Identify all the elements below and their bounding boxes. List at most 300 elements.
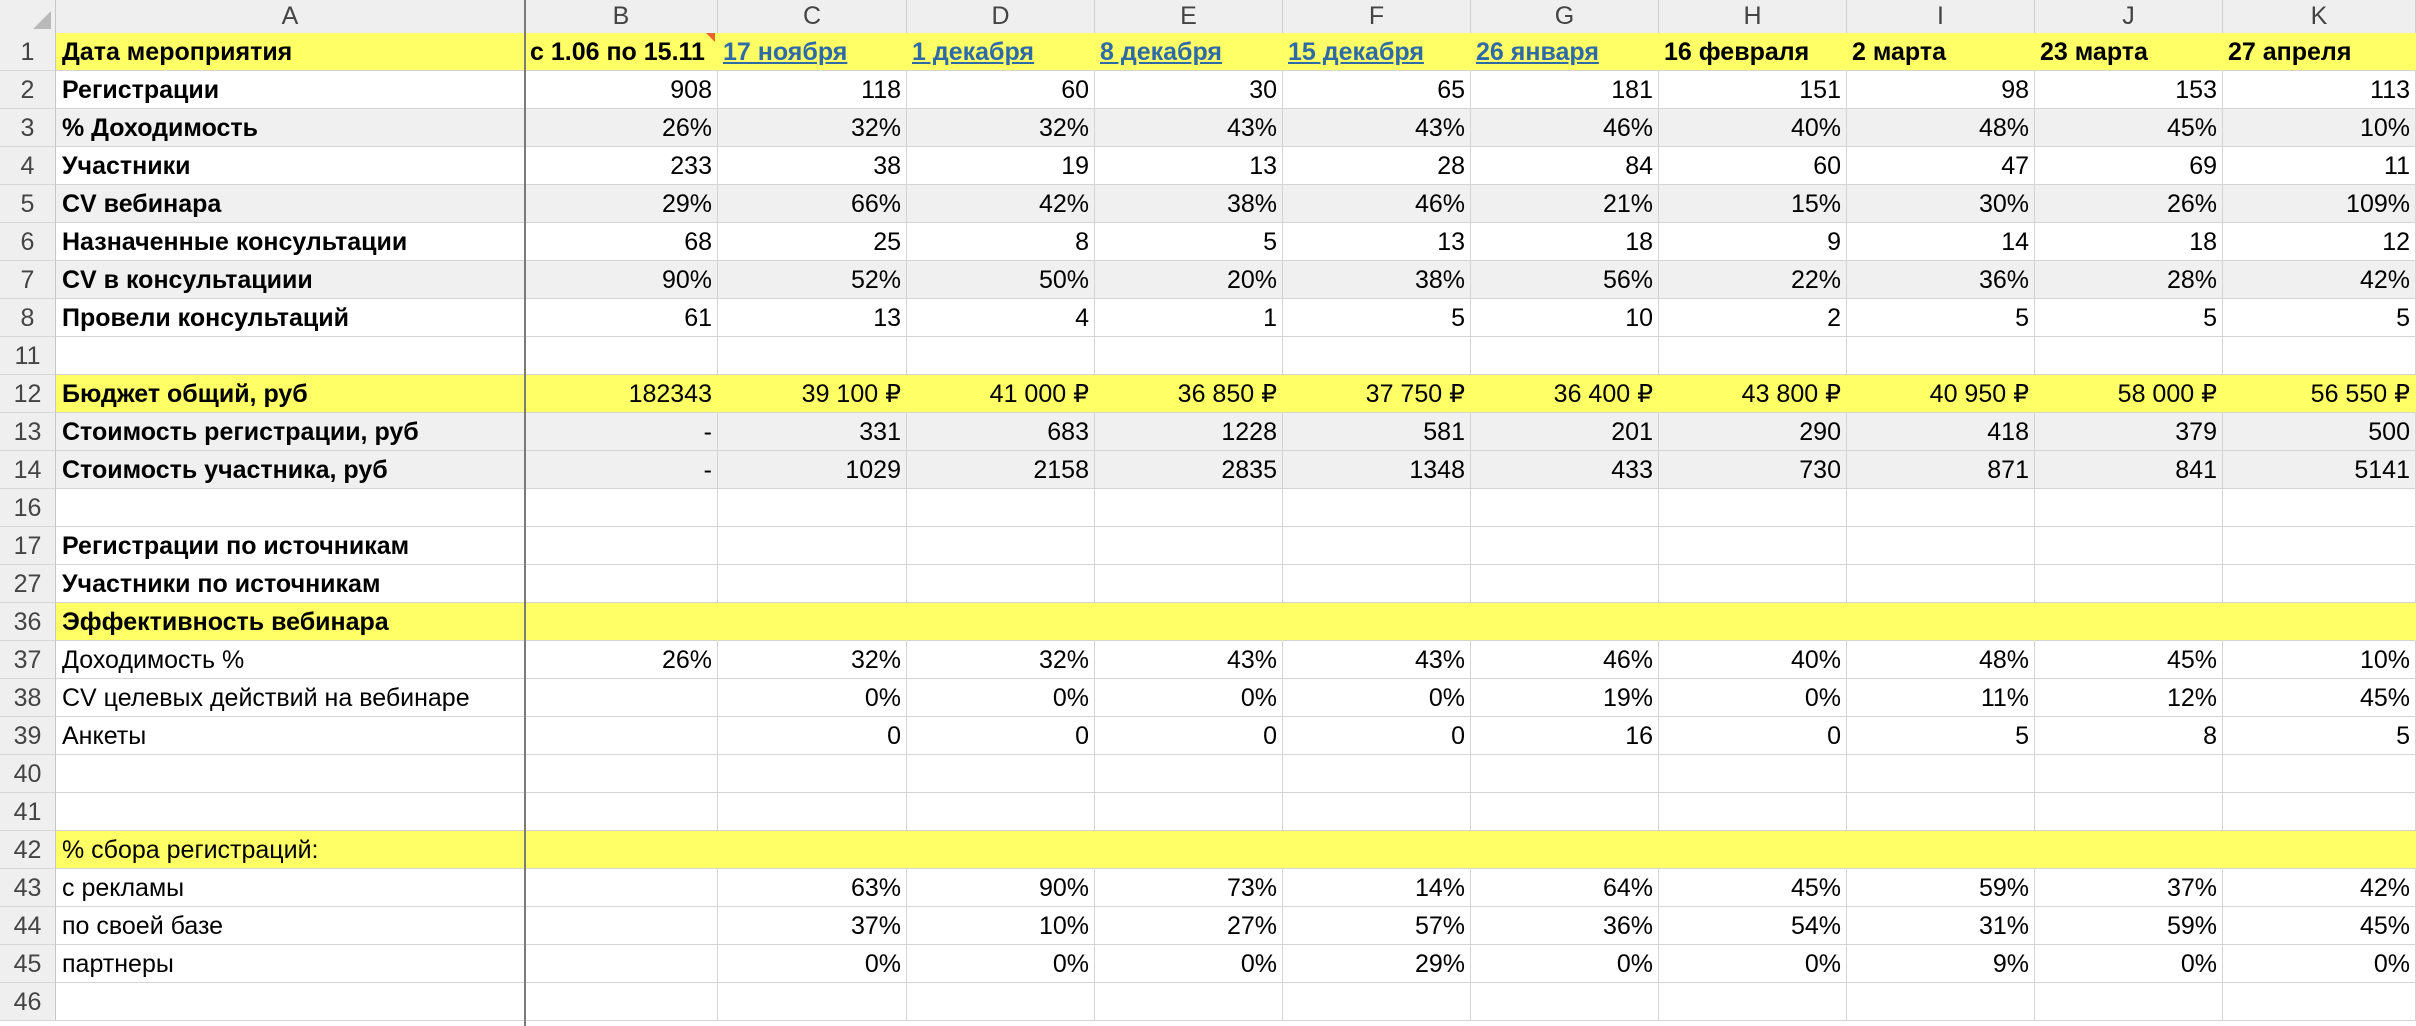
- cell-h38[interactable]: 0%: [1659, 679, 1847, 717]
- cell-d11[interactable]: [907, 337, 1095, 375]
- cell-j1[interactable]: 23 марта: [2035, 33, 2223, 71]
- cell-h3[interactable]: 40%: [1659, 109, 1847, 147]
- cell-h4[interactable]: 60: [1659, 147, 1847, 185]
- cell-g14[interactable]: 433: [1471, 451, 1659, 489]
- cell-b16[interactable]: [525, 489, 718, 527]
- cell-f5[interactable]: 46%: [1283, 185, 1471, 223]
- row-header[interactable]: 17: [0, 527, 56, 565]
- cell-f45[interactable]: 29%: [1283, 945, 1471, 983]
- cell-h2[interactable]: 151: [1659, 71, 1847, 109]
- cell-c11[interactable]: [718, 337, 907, 375]
- cell-f44[interactable]: 57%: [1283, 907, 1471, 945]
- cell-i41[interactable]: [1847, 793, 2035, 831]
- cell-a43[interactable]: с рекламы: [56, 869, 525, 907]
- cell-g8[interactable]: 10: [1471, 299, 1659, 337]
- cell-d1[interactable]: 1 декабря: [907, 33, 1095, 71]
- cell-k2[interactable]: 113: [2223, 71, 2416, 109]
- cell-k37[interactable]: 10%: [2223, 641, 2416, 679]
- cell-d39[interactable]: 0: [907, 717, 1095, 755]
- cell-i46[interactable]: [1847, 983, 2035, 1021]
- cell-k45[interactable]: 0%: [2223, 945, 2416, 983]
- cell-b37[interactable]: 26%: [525, 641, 718, 679]
- cell-k46[interactable]: [2223, 983, 2416, 1021]
- cell-d3[interactable]: 32%: [907, 109, 1095, 147]
- cell-c13[interactable]: 331: [718, 413, 907, 451]
- cell-i36[interactable]: [1847, 603, 2035, 641]
- cell-e39[interactable]: 0: [1095, 717, 1283, 755]
- cell-i44[interactable]: 31%: [1847, 907, 2035, 945]
- cell-j2[interactable]: 153: [2035, 71, 2223, 109]
- cell-k1[interactable]: 27 апреля: [2223, 33, 2416, 71]
- cell-d37[interactable]: 32%: [907, 641, 1095, 679]
- cell-f37[interactable]: 43%: [1283, 641, 1471, 679]
- cell-c45[interactable]: 0%: [718, 945, 907, 983]
- cell-k41[interactable]: [2223, 793, 2416, 831]
- row-header[interactable]: 46: [0, 983, 56, 1021]
- cell-b46[interactable]: [525, 983, 718, 1021]
- cell-j46[interactable]: [2035, 983, 2223, 1021]
- cell-f2[interactable]: 65: [1283, 71, 1471, 109]
- cell-i27[interactable]: [1847, 565, 2035, 603]
- cell-k11[interactable]: [2223, 337, 2416, 375]
- cell-d38[interactable]: 0%: [907, 679, 1095, 717]
- cell-j7[interactable]: 28%: [2035, 261, 2223, 299]
- cell-a7[interactable]: CV в консультациии: [56, 261, 525, 299]
- cell-b5[interactable]: 29%: [525, 185, 718, 223]
- cell-j40[interactable]: [2035, 755, 2223, 793]
- cell-g4[interactable]: 84: [1471, 147, 1659, 185]
- cell-d41[interactable]: [907, 793, 1095, 831]
- cell-f46[interactable]: [1283, 983, 1471, 1021]
- cell-d42[interactable]: [907, 831, 1095, 869]
- cell-h36[interactable]: [1659, 603, 1847, 641]
- cell-b13[interactable]: -: [525, 413, 718, 451]
- cell-g45[interactable]: 0%: [1471, 945, 1659, 983]
- cell-i16[interactable]: [1847, 489, 2035, 527]
- cell-c42[interactable]: [718, 831, 907, 869]
- cell-e8[interactable]: 1: [1095, 299, 1283, 337]
- row-header[interactable]: 27: [0, 565, 56, 603]
- row-header[interactable]: 38: [0, 679, 56, 717]
- comment-indicator-icon[interactable]: [706, 33, 715, 42]
- cell-i43[interactable]: 59%: [1847, 869, 2035, 907]
- cell-d16[interactable]: [907, 489, 1095, 527]
- row-header[interactable]: 2: [0, 71, 56, 109]
- cell-a37[interactable]: Доходимость %: [56, 641, 525, 679]
- cell-d14[interactable]: 2158: [907, 451, 1095, 489]
- cell-b45[interactable]: [525, 945, 718, 983]
- cell-h42[interactable]: [1659, 831, 1847, 869]
- cell-b44[interactable]: [525, 907, 718, 945]
- column-header-k[interactable]: K: [2223, 0, 2416, 33]
- cell-c5[interactable]: 66%: [718, 185, 907, 223]
- cell-c2[interactable]: 118: [718, 71, 907, 109]
- cell-a42[interactable]: % сбора регистраций:: [56, 831, 525, 869]
- cell-e14[interactable]: 2835: [1095, 451, 1283, 489]
- row-header[interactable]: 13: [0, 413, 56, 451]
- row-header[interactable]: 1: [0, 33, 56, 71]
- cell-a41[interactable]: [56, 793, 525, 831]
- cell-b39[interactable]: [525, 717, 718, 755]
- cell-b12[interactable]: 182343: [525, 375, 718, 413]
- cell-b38[interactable]: [525, 679, 718, 717]
- cell-a27[interactable]: Участники по источникам: [56, 565, 525, 603]
- cell-g11[interactable]: [1471, 337, 1659, 375]
- cell-h46[interactable]: [1659, 983, 1847, 1021]
- row-header[interactable]: 39: [0, 717, 56, 755]
- cell-j16[interactable]: [2035, 489, 2223, 527]
- cell-f42[interactable]: [1283, 831, 1471, 869]
- cell-g27[interactable]: [1471, 565, 1659, 603]
- row-header[interactable]: 36: [0, 603, 56, 641]
- row-header[interactable]: 12: [0, 375, 56, 413]
- cell-h17[interactable]: [1659, 527, 1847, 565]
- cell-g42[interactable]: [1471, 831, 1659, 869]
- cell-c39[interactable]: 0: [718, 717, 907, 755]
- cell-h1[interactable]: 16 февраля: [1659, 33, 1847, 71]
- cell-a6[interactable]: Назначенные консультации: [56, 223, 525, 261]
- cell-a11[interactable]: [56, 337, 525, 375]
- row-header[interactable]: 42: [0, 831, 56, 869]
- row-header[interactable]: 43: [0, 869, 56, 907]
- cell-h16[interactable]: [1659, 489, 1847, 527]
- cell-f3[interactable]: 43%: [1283, 109, 1471, 147]
- cell-d8[interactable]: 4: [907, 299, 1095, 337]
- cell-a12[interactable]: Бюджет общий, руб: [56, 375, 525, 413]
- cell-c4[interactable]: 38: [718, 147, 907, 185]
- cell-g2[interactable]: 181: [1471, 71, 1659, 109]
- cell-c14[interactable]: 1029: [718, 451, 907, 489]
- cell-k6[interactable]: 12: [2223, 223, 2416, 261]
- cell-f39[interactable]: 0: [1283, 717, 1471, 755]
- cell-g13[interactable]: 201: [1471, 413, 1659, 451]
- cell-j39[interactable]: 8: [2035, 717, 2223, 755]
- cell-d17[interactable]: [907, 527, 1095, 565]
- cell-j11[interactable]: [2035, 337, 2223, 375]
- cell-c36[interactable]: [718, 603, 907, 641]
- cell-e46[interactable]: [1095, 983, 1283, 1021]
- cell-f40[interactable]: [1283, 755, 1471, 793]
- cell-j38[interactable]: 12%: [2035, 679, 2223, 717]
- cell-j43[interactable]: 37%: [2035, 869, 2223, 907]
- cell-b1[interactable]: с 1.06 по 15.11: [525, 33, 718, 71]
- cell-k13[interactable]: 500: [2223, 413, 2416, 451]
- cell-g38[interactable]: 19%: [1471, 679, 1659, 717]
- cell-e11[interactable]: [1095, 337, 1283, 375]
- cell-h44[interactable]: 54%: [1659, 907, 1847, 945]
- cell-j13[interactable]: 379: [2035, 413, 2223, 451]
- cell-d43[interactable]: 90%: [907, 869, 1095, 907]
- cell-d27[interactable]: [907, 565, 1095, 603]
- cell-e37[interactable]: 43%: [1095, 641, 1283, 679]
- cell-h5[interactable]: 15%: [1659, 185, 1847, 223]
- cell-c7[interactable]: 52%: [718, 261, 907, 299]
- row-header[interactable]: 4: [0, 147, 56, 185]
- cell-g36[interactable]: [1471, 603, 1659, 641]
- cell-c1[interactable]: 17 ноября: [718, 33, 907, 71]
- cell-a44[interactable]: по своей базе: [56, 907, 525, 945]
- cell-g40[interactable]: [1471, 755, 1659, 793]
- column-header-i[interactable]: I: [1847, 0, 2035, 33]
- row-header[interactable]: 45: [0, 945, 56, 983]
- cell-k5[interactable]: 109%: [2223, 185, 2416, 223]
- cell-d46[interactable]: [907, 983, 1095, 1021]
- cell-a2[interactable]: Регистрации: [56, 71, 525, 109]
- cell-d45[interactable]: 0%: [907, 945, 1095, 983]
- cell-j36[interactable]: [2035, 603, 2223, 641]
- cell-b8[interactable]: 61: [525, 299, 718, 337]
- cell-d6[interactable]: 8: [907, 223, 1095, 261]
- row-header[interactable]: 5: [0, 185, 56, 223]
- cell-b27[interactable]: [525, 565, 718, 603]
- cell-c12[interactable]: 39 100 ₽: [718, 375, 907, 413]
- cell-k16[interactable]: [2223, 489, 2416, 527]
- cell-d40[interactable]: [907, 755, 1095, 793]
- cell-j4[interactable]: 69: [2035, 147, 2223, 185]
- cell-e7[interactable]: 20%: [1095, 261, 1283, 299]
- cell-e17[interactable]: [1095, 527, 1283, 565]
- cell-j12[interactable]: 58 000 ₽: [2035, 375, 2223, 413]
- row-header[interactable]: 14: [0, 451, 56, 489]
- cell-h41[interactable]: [1659, 793, 1847, 831]
- cell-i5[interactable]: 30%: [1847, 185, 2035, 223]
- cell-g16[interactable]: [1471, 489, 1659, 527]
- cell-d13[interactable]: 683: [907, 413, 1095, 451]
- cell-g1[interactable]: 26 января: [1471, 33, 1659, 71]
- cell-i40[interactable]: [1847, 755, 2035, 793]
- cell-c38[interactable]: 0%: [718, 679, 907, 717]
- cell-d44[interactable]: 10%: [907, 907, 1095, 945]
- cell-d12[interactable]: 41 000 ₽: [907, 375, 1095, 413]
- cell-e3[interactable]: 43%: [1095, 109, 1283, 147]
- cell-e45[interactable]: 0%: [1095, 945, 1283, 983]
- cell-c8[interactable]: 13: [718, 299, 907, 337]
- cell-g37[interactable]: 46%: [1471, 641, 1659, 679]
- cell-f8[interactable]: 5: [1283, 299, 1471, 337]
- column-header-f[interactable]: F: [1283, 0, 1471, 33]
- row-header[interactable]: 8: [0, 299, 56, 337]
- cell-a38[interactable]: CV целевых действий на вебинаре: [56, 679, 525, 717]
- cell-i37[interactable]: 48%: [1847, 641, 2035, 679]
- cell-j6[interactable]: 18: [2035, 223, 2223, 261]
- cell-d5[interactable]: 42%: [907, 185, 1095, 223]
- row-header[interactable]: 41: [0, 793, 56, 831]
- column-header-d[interactable]: D: [907, 0, 1095, 33]
- cell-d7[interactable]: 50%: [907, 261, 1095, 299]
- column-header-j[interactable]: J: [2035, 0, 2223, 33]
- cell-c6[interactable]: 25: [718, 223, 907, 261]
- cell-i45[interactable]: 9%: [1847, 945, 2035, 983]
- cell-d36[interactable]: [907, 603, 1095, 641]
- row-header[interactable]: 7: [0, 261, 56, 299]
- cell-i11[interactable]: [1847, 337, 2035, 375]
- cell-f36[interactable]: [1283, 603, 1471, 641]
- cell-e36[interactable]: [1095, 603, 1283, 641]
- cell-k7[interactable]: 42%: [2223, 261, 2416, 299]
- cell-j5[interactable]: 26%: [2035, 185, 2223, 223]
- cell-e44[interactable]: 27%: [1095, 907, 1283, 945]
- cell-f38[interactable]: 0%: [1283, 679, 1471, 717]
- row-header[interactable]: 6: [0, 223, 56, 261]
- cell-a40[interactable]: [56, 755, 525, 793]
- cell-h14[interactable]: 730: [1659, 451, 1847, 489]
- cell-k3[interactable]: 10%: [2223, 109, 2416, 147]
- cell-j27[interactable]: [2035, 565, 2223, 603]
- cell-e4[interactable]: 13: [1095, 147, 1283, 185]
- cell-j14[interactable]: 841: [2035, 451, 2223, 489]
- cell-f13[interactable]: 581: [1283, 413, 1471, 451]
- cell-k42[interactable]: [2223, 831, 2416, 869]
- cell-i7[interactable]: 36%: [1847, 261, 2035, 299]
- cell-i12[interactable]: 40 950 ₽: [1847, 375, 2035, 413]
- cell-g43[interactable]: 64%: [1471, 869, 1659, 907]
- cell-f43[interactable]: 14%: [1283, 869, 1471, 907]
- cell-e6[interactable]: 5: [1095, 223, 1283, 261]
- cell-i17[interactable]: [1847, 527, 2035, 565]
- cell-i42[interactable]: [1847, 831, 2035, 869]
- cell-h43[interactable]: 45%: [1659, 869, 1847, 907]
- cell-f16[interactable]: [1283, 489, 1471, 527]
- cell-k38[interactable]: 45%: [2223, 679, 2416, 717]
- cell-a8[interactable]: Провели консультаций: [56, 299, 525, 337]
- cell-c27[interactable]: [718, 565, 907, 603]
- cell-a39[interactable]: Анкеты: [56, 717, 525, 755]
- cell-c43[interactable]: 63%: [718, 869, 907, 907]
- select-all-corner[interactable]: [0, 0, 56, 33]
- cell-i6[interactable]: 14: [1847, 223, 2035, 261]
- cell-e1[interactable]: 8 декабря: [1095, 33, 1283, 71]
- cell-a5[interactable]: CV вебинара: [56, 185, 525, 223]
- cell-c44[interactable]: 37%: [718, 907, 907, 945]
- cell-f17[interactable]: [1283, 527, 1471, 565]
- row-header[interactable]: 37: [0, 641, 56, 679]
- cell-i39[interactable]: 5: [1847, 717, 2035, 755]
- cell-j45[interactable]: 0%: [2035, 945, 2223, 983]
- cell-a46[interactable]: [56, 983, 525, 1021]
- cell-f1[interactable]: 15 декабря: [1283, 33, 1471, 71]
- cell-i2[interactable]: 98: [1847, 71, 2035, 109]
- cell-f7[interactable]: 38%: [1283, 261, 1471, 299]
- column-header-e[interactable]: E: [1095, 0, 1283, 33]
- cell-f4[interactable]: 28: [1283, 147, 1471, 185]
- cell-e16[interactable]: [1095, 489, 1283, 527]
- cell-e41[interactable]: [1095, 793, 1283, 831]
- cell-f41[interactable]: [1283, 793, 1471, 831]
- cell-k36[interactable]: [2223, 603, 2416, 641]
- cell-h39[interactable]: 0: [1659, 717, 1847, 755]
- cell-k8[interactable]: 5: [2223, 299, 2416, 337]
- cell-a1[interactable]: Дата мероприятия: [56, 33, 525, 71]
- cell-b11[interactable]: [525, 337, 718, 375]
- cell-d4[interactable]: 19: [907, 147, 1095, 185]
- column-header-h[interactable]: H: [1659, 0, 1847, 33]
- cell-g3[interactable]: 46%: [1471, 109, 1659, 147]
- cell-c17[interactable]: [718, 527, 907, 565]
- cell-k27[interactable]: [2223, 565, 2416, 603]
- cell-a14[interactable]: Стоимость участника, руб: [56, 451, 525, 489]
- cell-h27[interactable]: [1659, 565, 1847, 603]
- cell-a17[interactable]: Регистрации по источникам: [56, 527, 525, 565]
- row-header[interactable]: 3: [0, 109, 56, 147]
- cell-b41[interactable]: [525, 793, 718, 831]
- cell-h45[interactable]: 0%: [1659, 945, 1847, 983]
- cell-i13[interactable]: 418: [1847, 413, 2035, 451]
- cell-c46[interactable]: [718, 983, 907, 1021]
- cell-h6[interactable]: 9: [1659, 223, 1847, 261]
- cell-i14[interactable]: 871: [1847, 451, 2035, 489]
- cell-j44[interactable]: 59%: [2035, 907, 2223, 945]
- cell-k4[interactable]: 11: [2223, 147, 2416, 185]
- cell-i1[interactable]: 2 марта: [1847, 33, 2035, 71]
- cell-c40[interactable]: [718, 755, 907, 793]
- cell-b4[interactable]: 233: [525, 147, 718, 185]
- cell-e42[interactable]: [1095, 831, 1283, 869]
- cell-g41[interactable]: [1471, 793, 1659, 831]
- column-header-c[interactable]: C: [718, 0, 907, 33]
- cell-f11[interactable]: [1283, 337, 1471, 375]
- cell-e40[interactable]: [1095, 755, 1283, 793]
- cell-c3[interactable]: 32%: [718, 109, 907, 147]
- cell-k17[interactable]: [2223, 527, 2416, 565]
- cell-k40[interactable]: [2223, 755, 2416, 793]
- cell-j41[interactable]: [2035, 793, 2223, 831]
- cell-g7[interactable]: 56%: [1471, 261, 1659, 299]
- cell-g17[interactable]: [1471, 527, 1659, 565]
- cell-j17[interactable]: [2035, 527, 2223, 565]
- cell-j8[interactable]: 5: [2035, 299, 2223, 337]
- cell-h40[interactable]: [1659, 755, 1847, 793]
- cell-a45[interactable]: партнеры: [56, 945, 525, 983]
- cell-h37[interactable]: 40%: [1659, 641, 1847, 679]
- cell-b36[interactable]: [525, 603, 718, 641]
- cell-e2[interactable]: 30: [1095, 71, 1283, 109]
- cell-b2[interactable]: 908: [525, 71, 718, 109]
- cell-f12[interactable]: 37 750 ₽: [1283, 375, 1471, 413]
- cell-b6[interactable]: 68: [525, 223, 718, 261]
- column-header-b[interactable]: B: [525, 0, 718, 33]
- cell-e27[interactable]: [1095, 565, 1283, 603]
- cell-a36[interactable]: Эффективность вебинара: [56, 603, 525, 641]
- cell-k14[interactable]: 5141: [2223, 451, 2416, 489]
- cell-b17[interactable]: [525, 527, 718, 565]
- row-header[interactable]: 40: [0, 755, 56, 793]
- cell-f6[interactable]: 13: [1283, 223, 1471, 261]
- cell-g39[interactable]: 16: [1471, 717, 1659, 755]
- column-header-g[interactable]: G: [1471, 0, 1659, 33]
- cell-j42[interactable]: [2035, 831, 2223, 869]
- cell-b14[interactable]: -: [525, 451, 718, 489]
- cell-c41[interactable]: [718, 793, 907, 831]
- cell-b43[interactable]: [525, 869, 718, 907]
- cell-k39[interactable]: 5: [2223, 717, 2416, 755]
- column-header-a[interactable]: A: [56, 0, 525, 33]
- cell-a16[interactable]: [56, 489, 525, 527]
- cell-e12[interactable]: 36 850 ₽: [1095, 375, 1283, 413]
- cell-a4[interactable]: Участники: [56, 147, 525, 185]
- cell-j37[interactable]: 45%: [2035, 641, 2223, 679]
- row-header[interactable]: 11: [0, 337, 56, 375]
- cell-g44[interactable]: 36%: [1471, 907, 1659, 945]
- cell-e43[interactable]: 73%: [1095, 869, 1283, 907]
- cell-f14[interactable]: 1348: [1283, 451, 1471, 489]
- cell-h8[interactable]: 2: [1659, 299, 1847, 337]
- cell-g46[interactable]: [1471, 983, 1659, 1021]
- cell-b42[interactable]: [525, 831, 718, 869]
- cell-g6[interactable]: 18: [1471, 223, 1659, 261]
- cell-b3[interactable]: 26%: [525, 109, 718, 147]
- cell-h13[interactable]: 290: [1659, 413, 1847, 451]
- cell-h11[interactable]: [1659, 337, 1847, 375]
